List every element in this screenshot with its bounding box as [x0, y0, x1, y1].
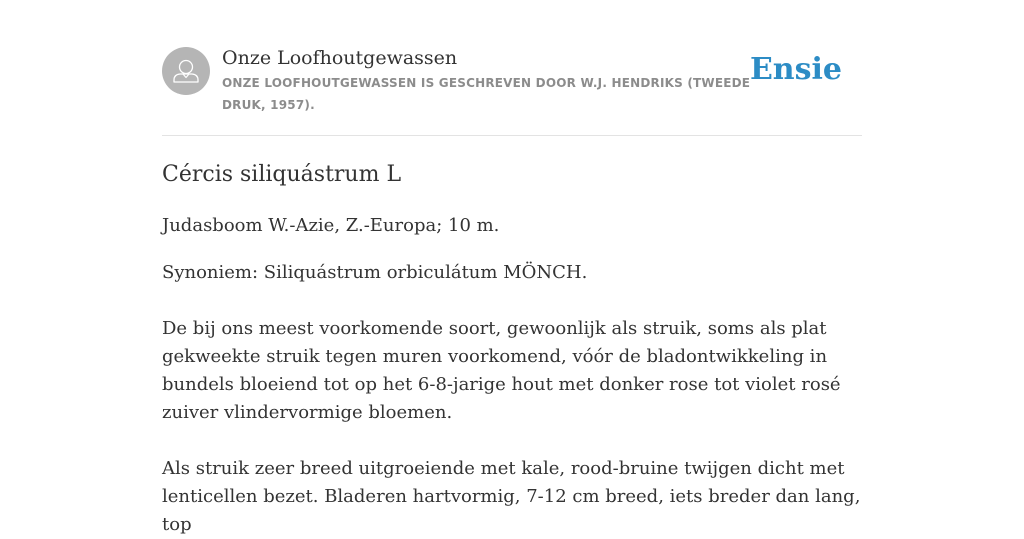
entry-paragraph: De bij ons meest voorkomende soort, gewoonlijk als struik, soms als plat gekweekte struik tegen muren voorkomend, vóór de bladontwikkeling in bundels bloeiend tot op het 6-8-jarige hout met donker rose tot violet rosé zuiver vlindervormige bloemen. [162, 318, 841, 423]
site-header [162, 46, 862, 136]
entry-paragraph: Als struik zeer breed uitgroeiende met kale, rood-bruine twijgen dicht met lenticellen bezet. Bladeren hartvormig, 7-12 cm breed, iets breder dan lang, top [162, 458, 861, 535]
entry-paragraph: Judasboom W.-Azie, Z.-Europa; 10 m. [162, 215, 500, 236]
book-description: ONZE LOOFHOUTGEWASSEN IS GESCHREVEN DOOR W.J. HENDRIKS (TWEEDE DRUK, 1957). [222, 76, 751, 112]
ensie-logo[interactable]: Ensie [749, 52, 842, 87]
entry-paragraph: Synoniem: Siliquástrum orbiculátum MÖNCH. [162, 262, 588, 283]
entry-title: Cércis siliquástrum L [162, 162, 402, 187]
book-title-link[interactable]: Onze Loofhoutgewassen [222, 47, 458, 69]
entry-content [162, 158, 862, 539]
user-avatar-icon [162, 47, 210, 95]
person-outline-icon [162, 47, 210, 95]
